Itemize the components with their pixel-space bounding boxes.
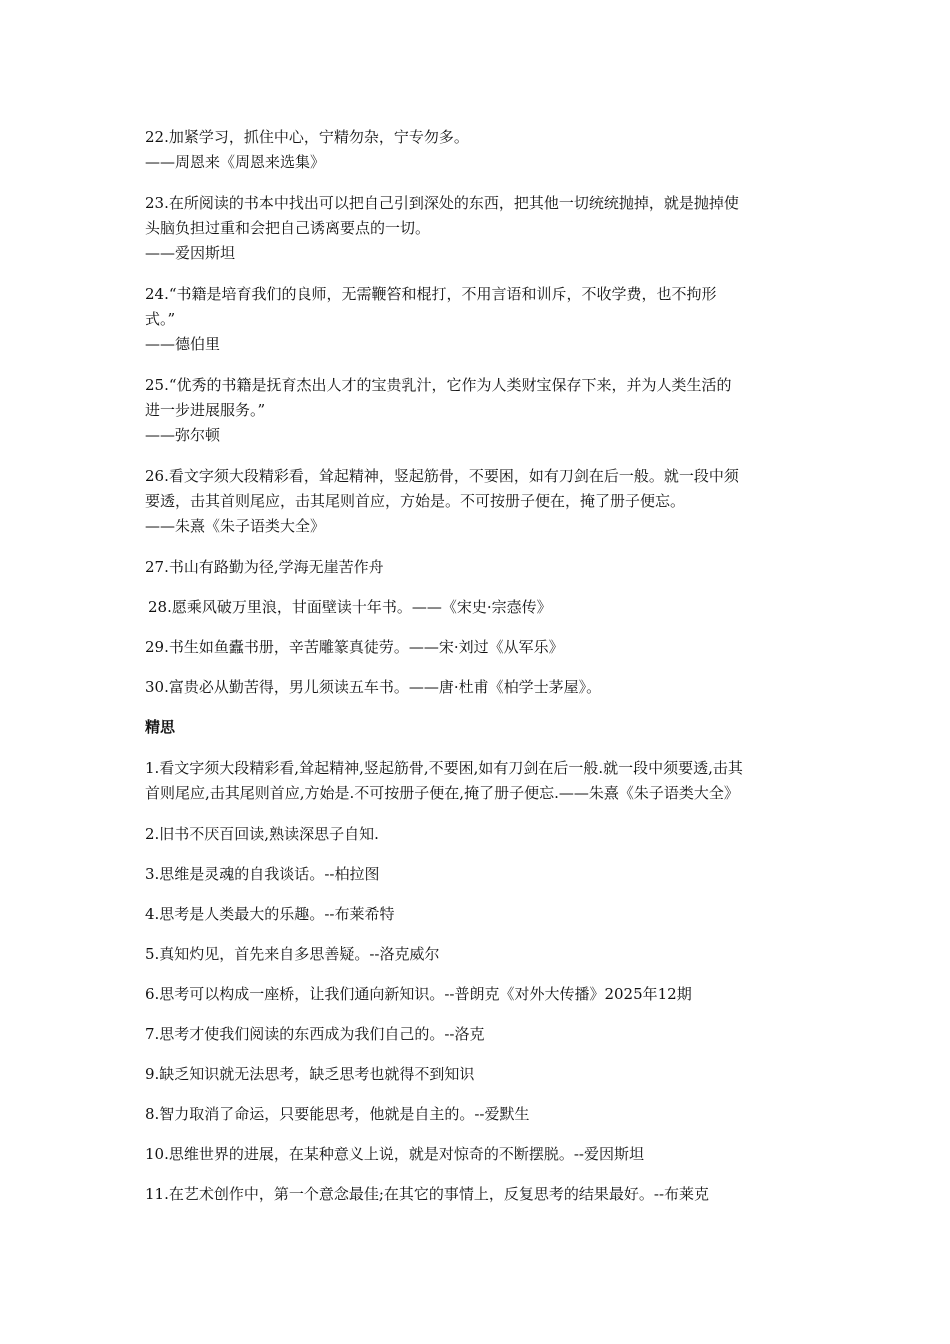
thinking-quote-2: [145, 822, 825, 847]
quote-attribution: ——德伯里: [145, 335, 221, 353]
quote-line: 进一步进展服务。”: [145, 401, 266, 419]
quote-line: 30.富贵必从勤苦得，男儿须读五车书。——唐·杜甫《柏学士茅屋》。: [145, 678, 602, 696]
quote-line: 22.加紧学习，抓住中心，宁精勿杂，宁专勿多。: [145, 128, 469, 146]
thinking-quote-1: [145, 756, 825, 806]
thinking-quote-3: [145, 862, 825, 887]
section-heading-thinking: 精思: [145, 718, 176, 736]
quote-line: 4.思考是人类最大的乐趣。--布莱希特: [145, 905, 395, 923]
quote-line: 9.缺乏知识就无法思考，缺乏思考也就得不到知识: [145, 1065, 475, 1083]
quote-25: [145, 373, 825, 448]
quote-attribution: ——周恩来《周恩来选集》: [145, 153, 326, 171]
quote-28: [145, 595, 825, 620]
quote-line: 首则尾应,击其尾则首应,方始是.不可按册子便在,掩了册子便忘.——朱熹《朱子语类大全》: [145, 784, 739, 802]
quote-attribution: ——弥尔顿: [145, 426, 221, 444]
quote-line: 6.思考可以构成一座桥，让我们通向新知识。--普朗克《对外大传播》2025年12期: [145, 985, 692, 1003]
quote-line: 11.在艺术创作中，第一个意念最佳;在其它的事情上，反复思考的结果最好。--布莱克: [145, 1185, 710, 1203]
quote-line: 2.旧书不厌百回读,熟读深思子自知.: [145, 825, 379, 843]
quote-line: 5.真知灼见，首先来自多思善疑。--洛克威尔: [145, 945, 440, 963]
quote-line: 29.书生如鱼蠹书册，辛苦雕篆真徒劳。——宋·刘过《从军乐》: [145, 638, 564, 656]
quote-27: [145, 555, 825, 580]
quote-30: [145, 675, 825, 700]
quote-line: 8.智力取消了命运，只要能思考，他就是自主的。--爱默生: [145, 1105, 530, 1123]
thinking-quote-8: [145, 1102, 825, 1127]
quote-24: [145, 282, 825, 357]
quote-line: 1.看文字须大段精彩看,耸起精神,竖起筋骨,不要困,如有刀剑在后一般.就一段中须要透,击其: [145, 759, 743, 777]
quote-29: [145, 635, 825, 660]
quote-line: 25.“优秀的书籍是抚育杰出人才的宝贵乳汁，它作为人类财宝保存下来，并为人类生活的: [145, 376, 732, 394]
quote-22: [145, 125, 825, 175]
thinking-quote-7: [145, 1022, 825, 1047]
quote-line: 23.在所阅读的书本中找出可以把自己引到深处的东西，把其他一切统统抛掉，就是抛掉使: [145, 194, 739, 212]
thinking-quote-6: [145, 982, 825, 1007]
thinking-quote-11: [145, 1182, 825, 1207]
quote-line: 10.思维世界的进展，在某种意义上说，就是对惊奇的不断摆脱。--爱因斯坦: [145, 1145, 644, 1163]
quote-line: 27.书山有路勤为径,学海无崖苦作舟: [145, 558, 384, 576]
quote-line: 26.看文字须大段精彩看，耸起精神，竖起筋骨，不要困，如有刀剑在后一般。就一段中须: [145, 467, 739, 485]
quote-23: [145, 191, 825, 266]
thinking-quote-5: [145, 942, 825, 967]
quote-attribution: ——爱因斯坦: [145, 244, 236, 262]
quote-line: 3.思维是灵魂的自我谈话。--柏拉图: [145, 865, 380, 883]
quote-line: 式。”: [145, 310, 176, 328]
quote-attribution: ——朱熹《朱子语类大全》: [145, 517, 326, 535]
quote-26: [145, 464, 825, 539]
quote-line: 要透，击其首则尾应，击其尾则首应，方始是。不可按册子便在，掩了册子便忘。: [145, 492, 686, 510]
quote-line: 7.思考才使我们阅读的东西成为我们自己的。--洛克: [145, 1025, 485, 1043]
quote-line: 24.“书籍是培育我们的良师，无需鞭笞和棍打，不用言语和训斥，不收学费，也不拘形: [145, 285, 717, 303]
quote-line: 28.愿乘风破万里浪，甘面壁读十年书。——《宋史·宗悫传》: [148, 598, 552, 616]
thinking-quote-4: [145, 902, 825, 927]
thinking-quote-9: [145, 1062, 825, 1087]
thinking-quote-10: [145, 1142, 825, 1167]
document-page: [145, 125, 825, 1222]
quote-line: 头脑负担过重和会把自己诱离要点的一切。: [145, 219, 431, 237]
